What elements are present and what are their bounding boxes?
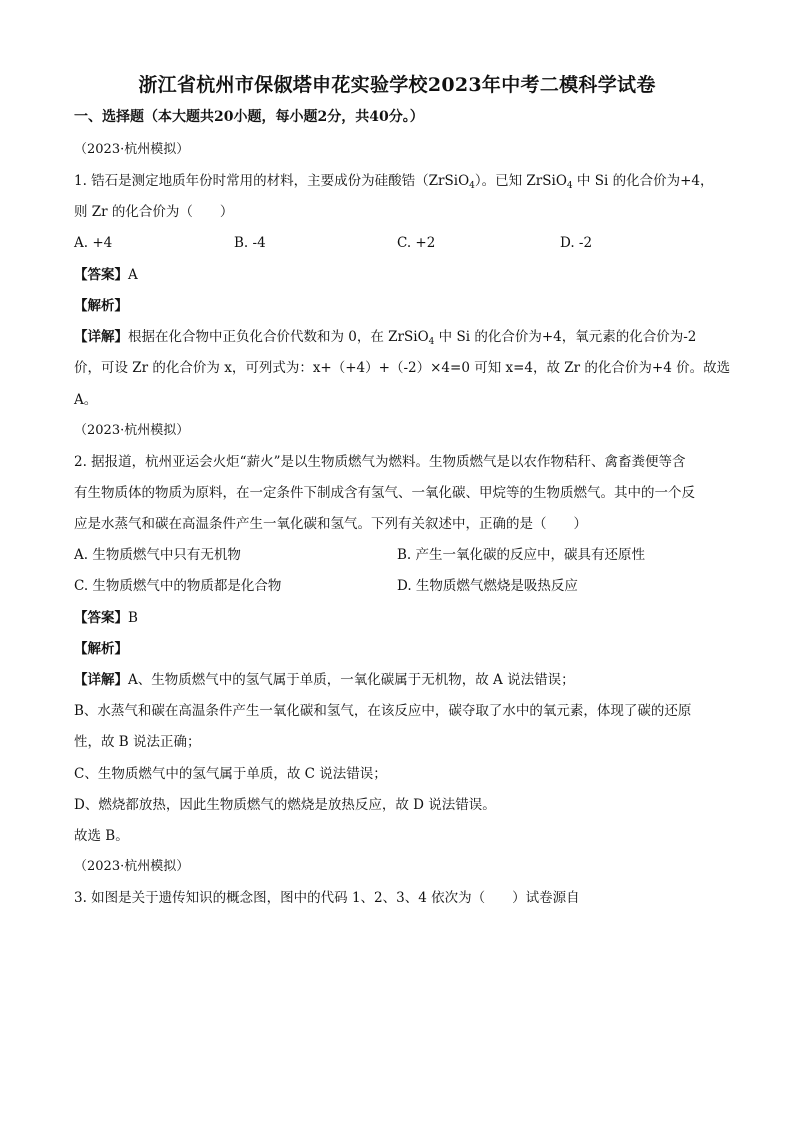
q2-option-d: D. 生物质燃气燃烧是吸热反应 [397,578,578,594]
question-source: （2023·杭州模拟） [74,142,190,157]
q1-answer: 【答案】A [74,267,138,283]
q2-options-row1 [74,545,734,565]
q1-option-c: C. +2 [397,235,436,251]
q2-options-row2 [74,576,734,596]
q2-detail-line6: 故选 B。 [74,828,129,844]
question-source: （2023·杭州模拟） [74,859,190,874]
q1-option-a: A. +4 [74,235,113,251]
q1-options [74,233,734,253]
section-heading: 一、选择题（本大题共20小题，每小题2分，共40分。） [74,109,424,125]
q3-stem: 3. 如图是关于遗传知识的概念图，图中的代码 1、2、3、4 依次为（ ）试卷源自 [74,890,580,906]
q2-answer: 【答案】B [74,610,138,626]
question-source: （2023·杭州模拟） [74,423,190,438]
q2-analysis-label: 【解析】 [74,641,128,657]
q1-stem-line2: 则 Zr 的化合价为（ ） [74,204,234,220]
q1-option-b: B. -4 [234,235,266,251]
q2-detail-line4: C、生物质燃气中的氢气属于单质，故 C 说法错误； [74,766,387,782]
q2-stem-line3: 应是水蒸气和碳在高温条件产生一氧化碳和氢气。下列有关叙述中，正确的是（ ） [74,516,587,532]
q2-option-b: B. 产生一氧化碳的反应中，碳具有还原性 [397,547,646,563]
q2-detail-line1: 【详解】A、生物质燃气中的氢气属于单质，一氧化碳属于无机物，故 A 说法错误； [74,672,575,688]
q1-stem-line1: 1. 锆石是测定地质年份时常用的材料，主要成份为硅酸锆（ZrSiO$_4$）。已知 ZrSiO$_4$ 中 Si 的化合价为+4， [74,173,714,191]
q1-detail-line1: 【详解】根据在化合物中正负化合价代数和为 0，在 ZrSiO$_4$ 中 Si 的化合价为+4，氧元素的化合价为-2 [74,329,697,347]
q2-stem-line1: 2. 据报道，杭州亚运会火炬“薪火”是以生物质燃气为燃料。生物质燃气是以农作物秸秆、禽畜粪便等含 [74,454,686,470]
q2-option-c: C. 生物质燃气中的物质都是化合物 [74,578,282,594]
q1-option-d: D. -2 [560,235,593,251]
q1-detail-line2: 价，可设 Zr 的化合价为 x，可列式为：x+（+4）+（-2）×4=0 可知 x=4，故 Zr 的化合价为+4 价。故选 [74,360,731,376]
q1-analysis-label: 【解析】 [74,298,128,314]
page-title: 浙江省杭州市保俶塔申花实验学校2023年中考二模科学试卷 [138,74,656,96]
q2-option-a: A. 生物质燃气中只有无机物 [74,547,241,563]
q2-detail-line2: B、水蒸气和碳在高温条件产生一氧化碳和氢气，在该反应中，碳夺取了水中的氧元素，体现了碳的还原 [74,703,692,719]
q2-detail-line5: D、燃烧都放热，因此生物质燃气的燃烧是放热反应，故 D 说法错误。 [74,797,496,813]
q1-detail-line3: A。 [74,392,98,408]
q2-stem-line2: 有生物质体的物质为原料，在一定条件下制成含有氢气、一氧化碳、甲烷等的生物质燃气。其中的一个反 [74,485,695,501]
q2-detail-line3: 性，故 B 说法正确； [74,734,201,750]
